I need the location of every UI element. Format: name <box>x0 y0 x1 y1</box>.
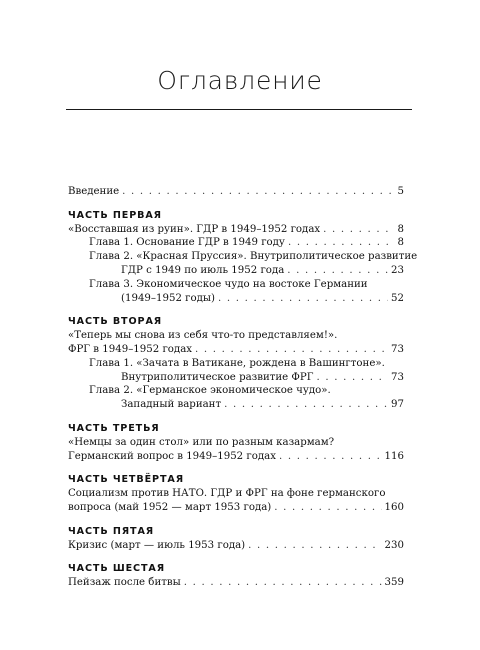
toc-entry-label-cont: Внутриполитическое развитие ФРГ <box>121 371 314 383</box>
toc-entry-label: «Восставшая из руин». ГДР в 1949–1952 годах <box>68 223 321 235</box>
toc-entry-part2-ch1[interactable] <box>68 357 404 385</box>
toc-entry-part2-ch2[interactable] <box>68 384 404 412</box>
toc-entry-part3-main[interactable] <box>68 436 404 464</box>
dot-leader <box>274 501 381 515</box>
dot-leader <box>288 236 395 250</box>
toc-entry-label: Введение <box>68 186 120 197</box>
toc-entry-label: Кризис (март — июль 1953 года) <box>68 539 246 551</box>
page-title: Оглавление <box>157 66 323 95</box>
toc-entry-part1-main[interactable] <box>68 223 404 237</box>
part-heading-3[interactable]: ЧАСТЬ ТРЕТЬЯ <box>68 422 160 434</box>
toc-entry-label-cont: вопроса (май 1952 — март 1953 года) <box>68 501 272 513</box>
toc-page-number: 73 <box>391 343 404 355</box>
dot-leader <box>317 371 389 385</box>
toc-entry-label: Пейзаж после битвы <box>68 577 181 589</box>
toc-entry-part4-main[interactable] <box>68 487 404 515</box>
toc-entry-label: «Теперь мы снова из себя что-то представляем!». <box>68 330 338 342</box>
table-of-contents <box>68 185 418 590</box>
toc-entry-part1-ch1[interactable] <box>68 236 404 250</box>
toc-page-number: 230 <box>384 539 404 551</box>
toc-entry-label: «Немцы за один стол» или по разным казармам? <box>68 436 335 448</box>
title-underline <box>66 109 412 110</box>
toc-entry-label-cont: (1949–1952 годы) <box>121 292 215 304</box>
toc-page-number: 73 <box>391 371 404 383</box>
toc-entry-label-cont: ГДР с 1949 по июль 1952 года <box>121 264 285 276</box>
toc-entry-label: Глава 3. Экономическое чудо на востоке Германии <box>89 278 368 290</box>
toc-page-number: 8 <box>397 223 404 235</box>
toc-page-number: 5 <box>397 186 404 197</box>
part-heading-5[interactable]: ЧАСТЬ ПЯТАЯ <box>68 525 155 537</box>
dot-leader <box>279 450 382 464</box>
toc-page-number: 160 <box>384 501 404 513</box>
toc-entry-label: Социализм против НАТО. ГДР и ФРГ на фоне германского <box>68 488 386 500</box>
toc-entry-part1-ch2[interactable] <box>68 250 418 278</box>
part-heading-1[interactable]: ЧАСТЬ ПЕРВАЯ <box>68 209 162 221</box>
toc-entry-intro[interactable] <box>68 185 404 199</box>
toc-entry-label-cont: ФРГ в 1949–1952 годах <box>68 343 193 355</box>
toc-page-number: 8 <box>397 237 404 249</box>
dot-leader <box>184 576 382 590</box>
toc-page-number: 23 <box>391 264 404 276</box>
dot-leader <box>287 264 388 278</box>
dot-leader <box>195 343 388 357</box>
toc-page-number: 359 <box>384 577 404 589</box>
dot-leader <box>248 539 381 553</box>
part-heading-6[interactable]: ЧАСТЬ ШЕСТАЯ <box>68 563 166 575</box>
toc-page-number: 116 <box>384 450 404 462</box>
toc-entry-label: Глава 1. Основание ГДР в 1949 году <box>89 237 285 249</box>
part-heading-2[interactable]: ЧАСТЬ ВТОРАЯ <box>68 316 163 328</box>
toc-entry-part1-ch3[interactable] <box>68 278 404 306</box>
toc-entry-part5-main[interactable] <box>68 539 404 553</box>
dot-leader <box>122 185 394 199</box>
toc-page-number: 97 <box>391 399 404 411</box>
toc-entry-part6-main[interactable] <box>68 576 404 590</box>
part-heading-4[interactable]: ЧАСТЬ ЧЕТВЁРТАЯ <box>68 474 185 486</box>
toc-entry-label: Глава 2. «Германское экономическое чудо». <box>89 385 331 397</box>
dot-leader <box>218 292 388 306</box>
toc-entry-label-cont: Германский вопрос в 1949–1952 годах <box>68 450 276 462</box>
toc-page-number: 52 <box>391 292 404 304</box>
toc-entry-label: Глава 1. «Зачата в Ватикане, рождена в Вашингтоне». <box>89 357 385 369</box>
toc-entry-label: Глава 2. «Красная Пруссия». Внутриполитическое развитие <box>89 251 418 263</box>
dot-leader <box>224 398 388 412</box>
toc-entry-part2-main[interactable] <box>68 329 404 357</box>
dot-leader <box>323 223 394 237</box>
toc-entry-label-cont: Западный вариант <box>121 399 222 411</box>
